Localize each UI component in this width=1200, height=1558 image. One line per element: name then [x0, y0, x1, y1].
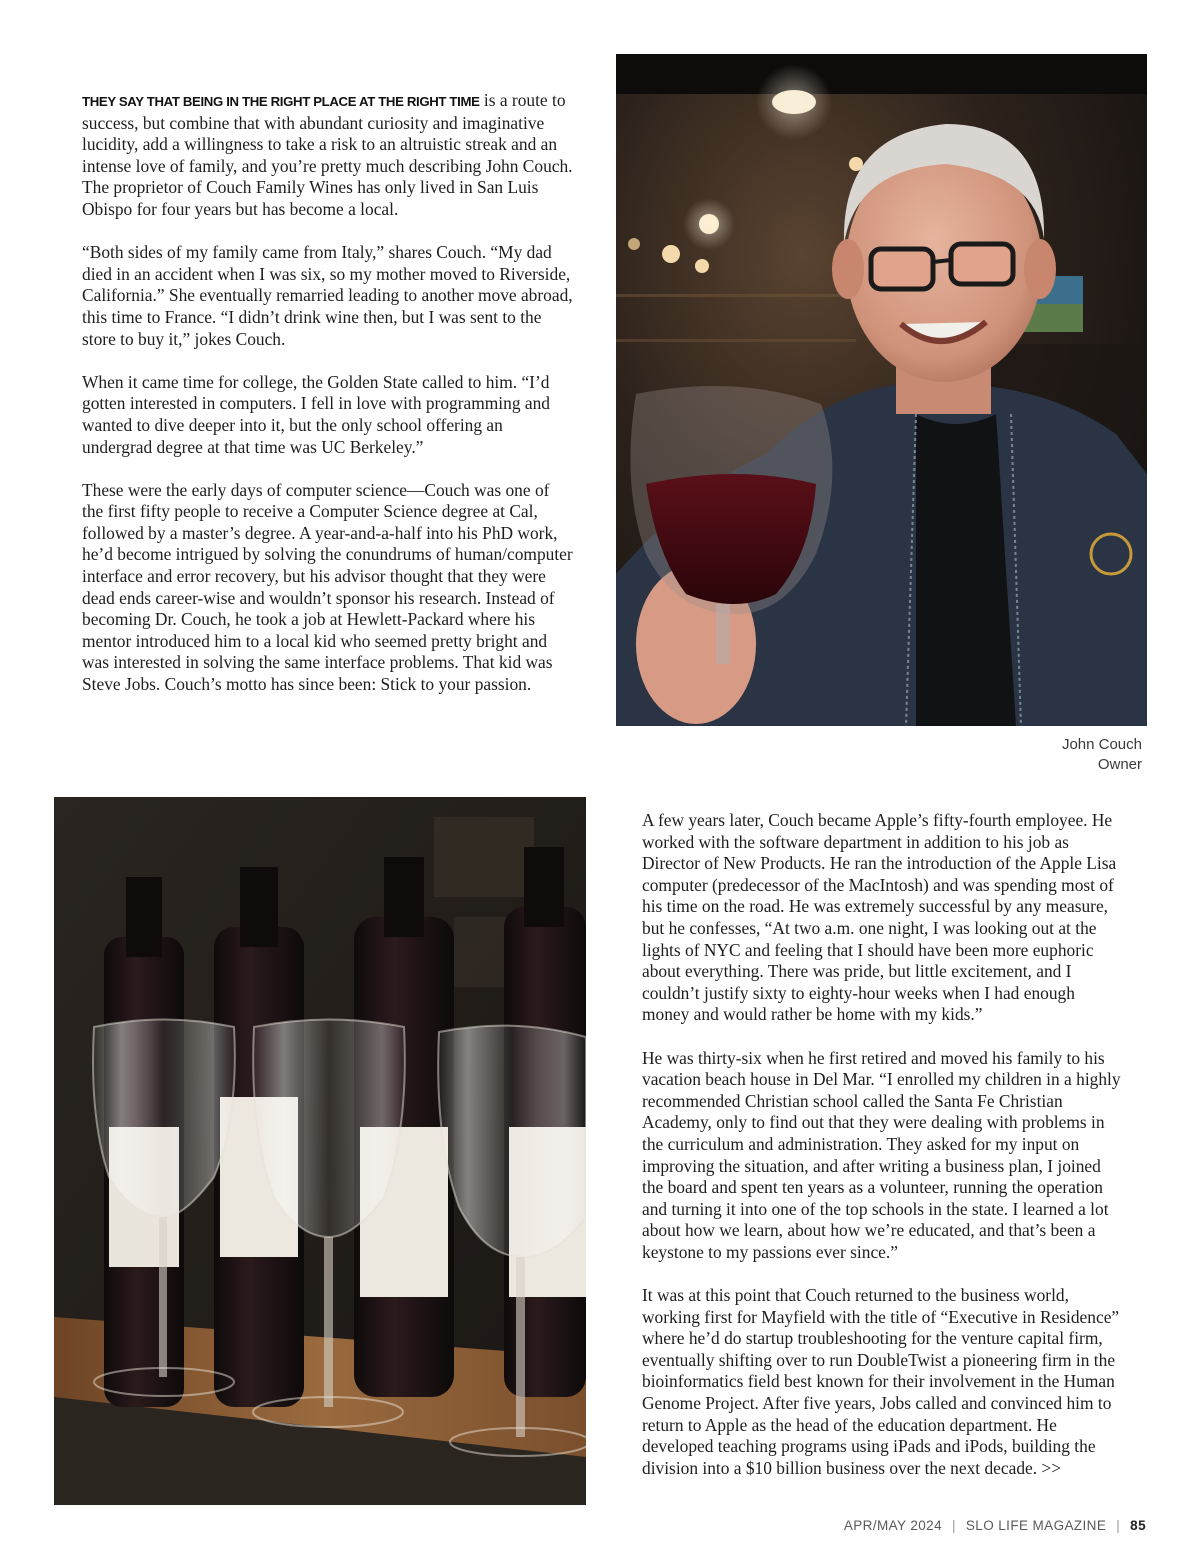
article-column-left	[82, 90, 574, 717]
paragraph-5: A few years later, Couch became Apple’s fifty-fourth employee. He worked with the software department in addition to his job as Director of New Products. He ran the introduction of the Apple Lisa computer (predecessor of the MacIntosh) and was spending most of his time on the road. He was extremely successful by any measure, but he confesses, “At two a.m. one night, I was looking out at the lights of NYC and feeling that I should have been more euphoric about everything. There was pride, but little excitement, and I couldn’t justify sixty to eighty-hour weeks when I had enough money and would rather be home with my kids.”	[642, 810, 1117, 1025]
article-column-right	[642, 810, 1124, 1501]
photo-caption	[1062, 735, 1142, 775]
footer-separator: |	[951, 1518, 956, 1533]
paragraph-4: These were the early days of computer science—Couch was one of the first fifty people to receive a Computer Science degree at Cal, followed by a master’s degree. A year-and-a-half into his PhD work, he’d become intrigued by solving the conundrums of human/computer interface and error recovery, but his advisor thought that they were dead ends career-wise and wouldn’t sponsor his research. Instead of becoming Dr. Couch, he took a job at Hewlett-Packard where his mentor introduced him to a local kid who seemed pretty bright and was interested in solving the same interface problems. That kid was Steve Jobs. Couch’s motto has since been: Stick to your passion.	[82, 479, 573, 695]
lead-in: THEY SAY THAT BEING IN THE RIGHT PLACE AT THE RIGHT TIME	[82, 94, 480, 109]
wine-bottles-photo	[54, 797, 586, 1505]
footer-magazine: SLO LIFE MAGAZINE	[965, 1518, 1107, 1533]
paragraph-1-text: is a route to success, but combine that with abundant curiosity and imaginative lucidity, add a willingness to take a risk to an altruistic streak and an intense love of family, and you’re pretty much describing John Couch. The proprietor of Couch Family Wines has only lived in San Luis Obispo for four years but has become a local.	[82, 90, 573, 219]
paragraph-7: It was at this point that Couch returned to the business world, working first for Mayfield with the title of “Executive in Residence” where he’d do startup troubleshooting for the venture capital firm, eventually shifting over to run DoubleTwist a pioneering firm in the bioinformatics field best known for their involvement in the Human Genome Project. After five years, Jobs called and convinced him to return to Apple as the head of the education department. He developed teaching programs using iPads and iPods, building the division into a $10 billion business over the next decade. >>	[642, 1285, 1120, 1478]
portrait-photo	[616, 54, 1147, 726]
caption-title: Owner	[1097, 756, 1142, 773]
paragraph-6: He was thirty-six when he first retired and moved his family to his vacation beach house in Del Mar. “I enrolled my children in a highly recommended Christian school called the Santa Fe Christian Academy, only to find out that they were dealing with problems in the curriculum and administration. They asked for my input on improving the situation, and after writing a business plan, I joined the board and spent ten years as a volunteer, running the operation and turning it into one of the top schools in the state. I learned a lot about how we learn, about how we’re educated, and that’s been a keystone to my passions ever since.”	[642, 1047, 1121, 1262]
paragraph-2: “Both sides of my family came from Italy,” shares Couch. “My dad died in an accident when I was six, so my mother moved to Riverside, California.” She eventually remarried leading to another move abroad, this time to France. “I didn’t drink wine then, but I was sent to the store to buy it,” jokes Couch.	[82, 242, 573, 349]
page-number: 85	[1130, 1518, 1146, 1533]
paragraph-1	[82, 90, 574, 221]
page-footer	[844, 1518, 1146, 1533]
caption-name: John Couch	[1061, 736, 1142, 753]
footer-issue: APR/MAY 2024	[843, 1518, 942, 1533]
paragraph-3: When it came time for college, the Golden State called to him. “I’d gotten interested in computers. I fell in love with programming and wanted to dive deeper into it, but the only school offering an undergrad degree at that time was UC Berkeley.”	[82, 371, 550, 457]
footer-separator: |	[1116, 1518, 1121, 1533]
